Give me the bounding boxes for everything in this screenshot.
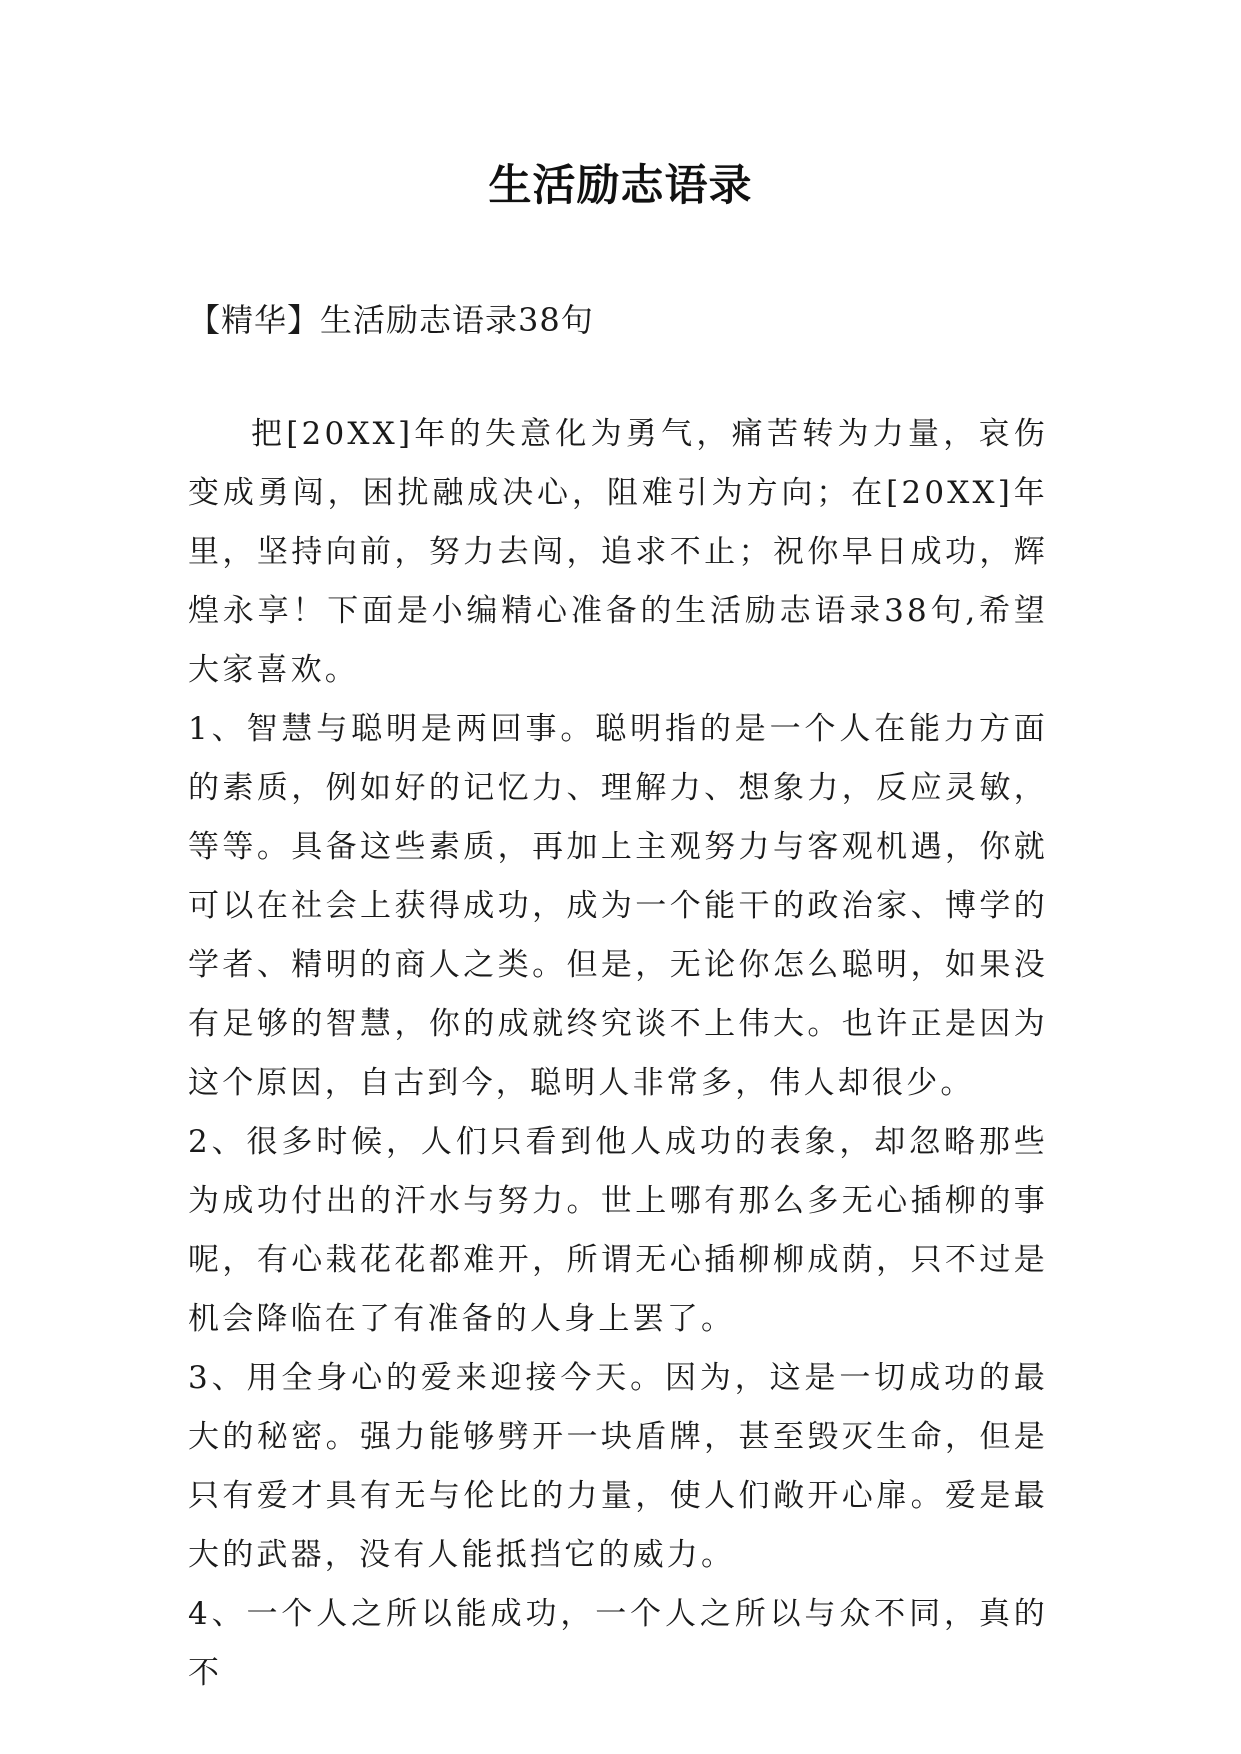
quote-paragraph-4: 4、一个人之所以能成功，一个人之所以与众不同，真的不 xyxy=(188,1596,1048,1691)
quote-paragraph-3: 3、用全身心的爱来迎接今天。因为，这是一切成功的最大的秘密。强力能够劈开一块盾牌，甚至毁灭生命，但是只有爱才具有无与伦比的力量，使人们敞开心扉。爱是最大的武器，没有人能抵挡它的威力。 xyxy=(188,1360,1048,1573)
document-body xyxy=(188,405,1048,1703)
quote-paragraph-2: 2、很多时候，人们只看到他人成功的表象，却忽略那些为成功付出的汗水与努力。世上哪有那么多无心插柳的事呢，有心栽花花都难开，所谓无心插柳柳成荫，只不过是机会降临在了有准备的人身上罢了。 xyxy=(188,1124,1048,1337)
document-title: 生活励志语录 xyxy=(488,161,753,211)
quote-paragraph-1: 1、智慧与聪明是两回事。聪明指的是一个人在能力方面的素质，例如好的记忆力、理解力、想象力，反应灵敏，等等。具备这些素质，再加上主观努力与客观机遇，你就可以在社会上获得成功，成为一个能干的政治家、博学的学者、精明的商人之类。但是，无论你怎么聪明，如果没有足够的智慧，你的成就终究谈不上伟大。也许正是因为这个原因，自古到今，聪明人非常多，伟人却很少。 xyxy=(188,711,1048,1101)
document-subtitle: 【精华】生活励志语录38句 xyxy=(188,301,594,339)
intro-paragraph: 把[20XX]年的失意化为勇气，痛苦转为力量，哀伤变成勇闯，困扰融成决心，阻难引为方向；在[20XX]年里，坚持向前，努力去闯，追求不止；祝你早日成功，辉煌永享！下面是小编精心准备的生活励志语录38句,希望大家喜欢。 xyxy=(188,416,1048,688)
